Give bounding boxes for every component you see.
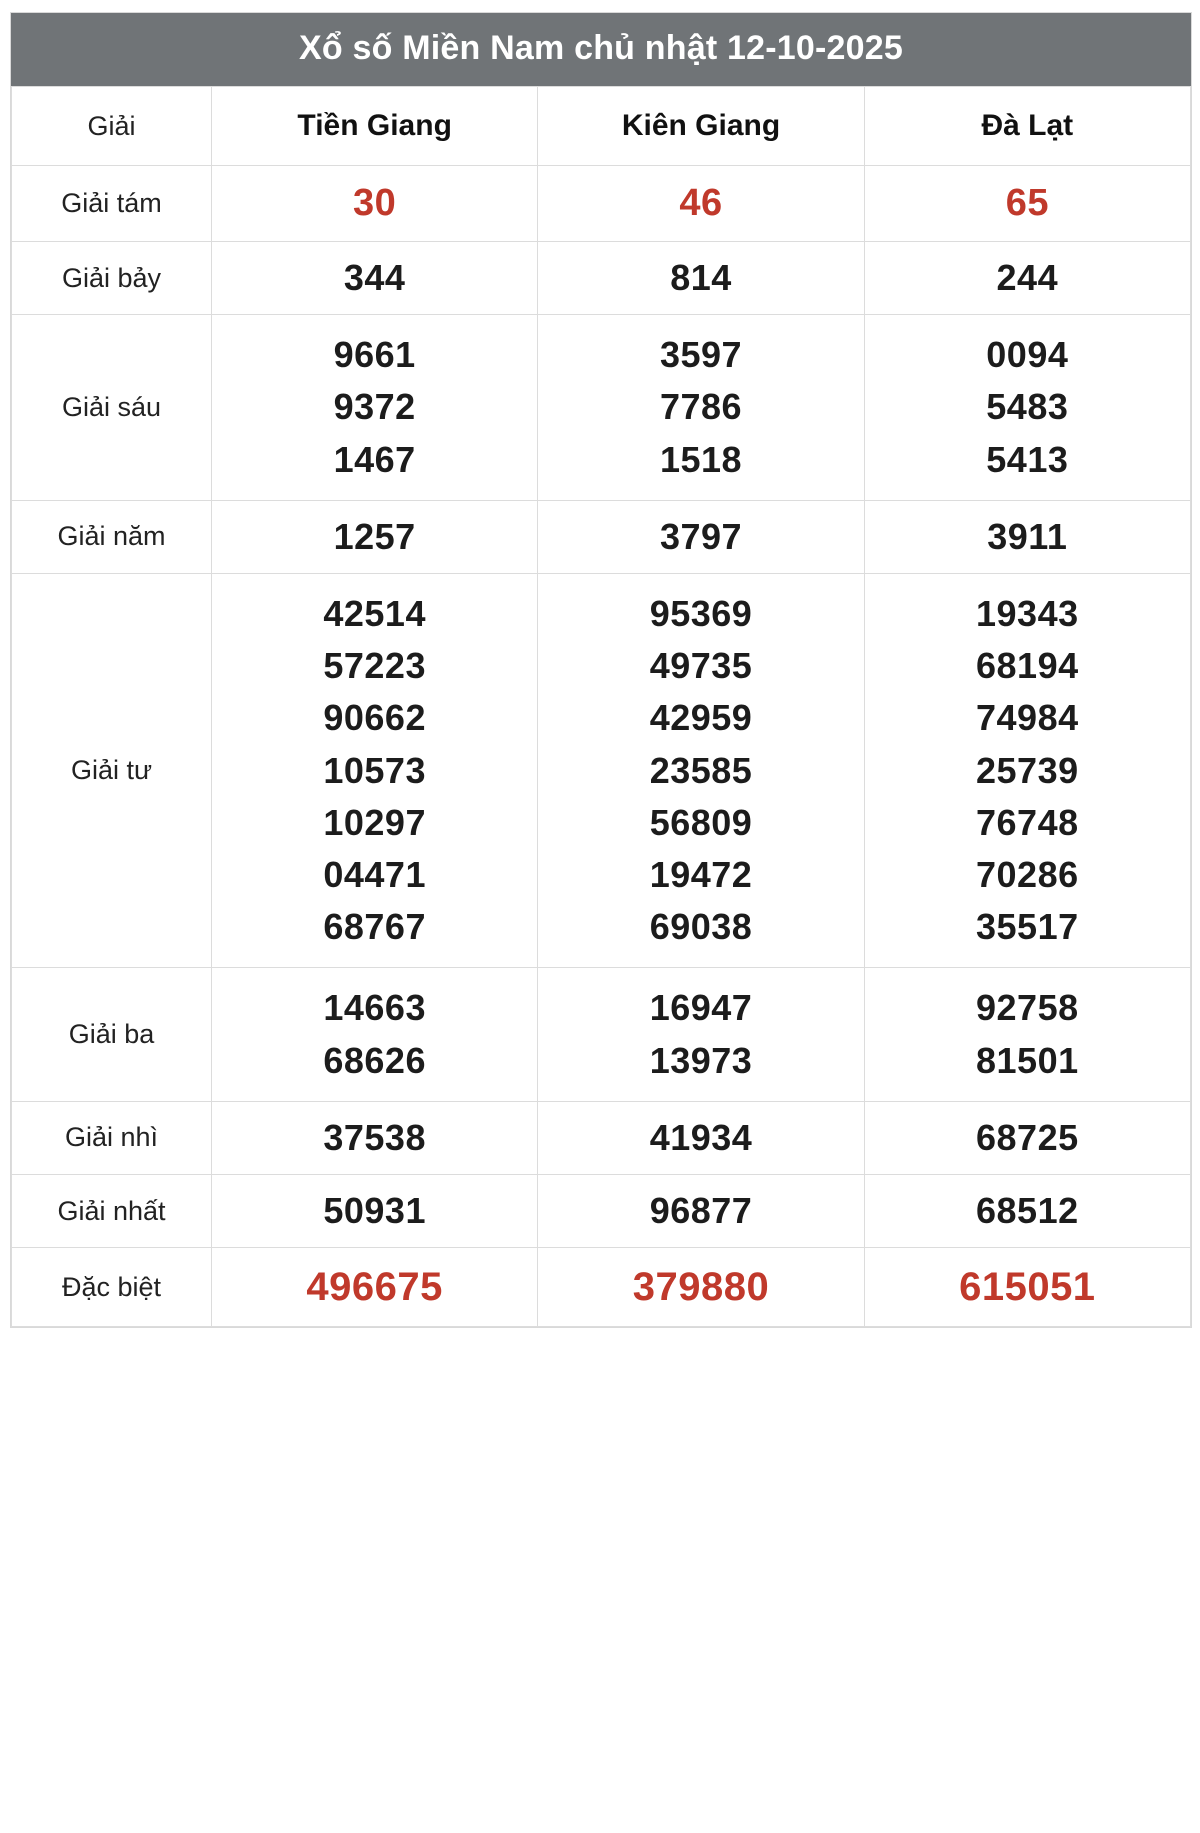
prize-number: 1518 <box>659 438 743 480</box>
prize-numbers-cell <box>212 315 538 501</box>
prize-number: 35517 <box>976 906 1079 948</box>
prize-numbers-cell <box>538 242 864 315</box>
prize-number: 50931 <box>323 1189 426 1231</box>
prize-number: 95369 <box>649 593 753 635</box>
prize-number: 65 <box>1005 182 1049 224</box>
prize-numbers-cell <box>864 1174 1190 1247</box>
prize-number: 68767 <box>323 906 426 948</box>
prize-label: Giải sáu <box>12 315 212 501</box>
prize-numbers-cell <box>212 1174 538 1247</box>
prize-number: 3797 <box>659 515 743 557</box>
table-row <box>12 242 1191 315</box>
table-row <box>12 968 1191 1101</box>
prize-number: 5413 <box>986 438 1069 480</box>
table-row <box>12 1248 1191 1327</box>
results-table-body <box>12 87 1191 1327</box>
prize-number: 37538 <box>323 1116 426 1158</box>
prize-number: 3911 <box>987 515 1068 557</box>
prize-number: 1257 <box>333 515 416 557</box>
prize-number: 0094 <box>986 334 1069 376</box>
prize-numbers-cell <box>212 242 538 315</box>
prize-numbers-cell <box>538 1101 864 1174</box>
lottery-results-card <box>10 12 1192 1328</box>
table-row <box>12 500 1191 573</box>
prize-number: 68626 <box>323 1039 426 1081</box>
prize-numbers-cell <box>538 315 864 501</box>
table-header-row <box>12 87 1191 166</box>
prize-numbers-cell <box>538 500 864 573</box>
prize-number: 13973 <box>649 1039 753 1081</box>
prize-number: 68512 <box>976 1189 1079 1231</box>
prize-numbers-cell <box>212 166 538 242</box>
prize-number: 9661 <box>333 334 416 376</box>
prize-number: 19343 <box>976 593 1079 635</box>
column-header-prize: Giải <box>12 87 212 166</box>
prize-number: 615051 <box>959 1265 1096 1310</box>
prize-label: Giải nhất <box>12 1174 212 1247</box>
table-row <box>12 1174 1191 1247</box>
prize-label: Giải tám <box>12 166 212 242</box>
table-row <box>12 315 1191 501</box>
prize-numbers-cell <box>864 166 1190 242</box>
prize-number: 1467 <box>333 438 416 480</box>
table-row <box>12 166 1191 242</box>
prize-numbers-cell <box>864 315 1190 501</box>
prize-number: 46 <box>679 182 723 224</box>
prize-number: 68725 <box>976 1116 1079 1158</box>
prize-numbers-cell <box>212 500 538 573</box>
prize-number: 25739 <box>976 749 1079 791</box>
prize-label: Giải bảy <box>12 242 212 315</box>
prize-number: 496675 <box>306 1265 443 1310</box>
prize-number: 10297 <box>323 801 426 843</box>
prize-numbers-cell <box>538 1248 864 1327</box>
prize-number: 69038 <box>649 906 753 948</box>
page-title: Xổ số Miền Nam chủ nhật 12-10-2025 <box>11 13 1191 86</box>
prize-numbers-cell <box>864 500 1190 573</box>
prize-number: 30 <box>353 182 397 224</box>
prize-number: 57223 <box>323 645 426 687</box>
prize-number: 92758 <box>976 987 1079 1029</box>
prize-number: 3597 <box>659 334 743 376</box>
prize-number: 244 <box>996 257 1059 299</box>
prize-numbers-cell <box>864 968 1190 1101</box>
prize-number: 49735 <box>649 645 753 687</box>
column-header-province: Tiền Giang <box>212 87 538 166</box>
prize-number: 68194 <box>976 645 1079 687</box>
prize-number: 7786 <box>659 386 743 428</box>
lottery-results-table <box>11 86 1191 1327</box>
prize-numbers-cell <box>538 166 864 242</box>
prize-number: 81501 <box>976 1039 1079 1081</box>
prize-number: 23585 <box>649 749 753 791</box>
prize-numbers-cell <box>212 968 538 1101</box>
prize-number: 814 <box>670 257 732 299</box>
prize-number: 96877 <box>649 1189 753 1231</box>
prize-number: 10573 <box>323 749 426 791</box>
table-row <box>12 574 1191 968</box>
prize-numbers-cell <box>212 574 538 968</box>
prize-number: 379880 <box>632 1265 770 1310</box>
prize-numbers-cell <box>864 242 1190 315</box>
prize-number: 9372 <box>333 386 416 428</box>
prize-numbers-cell <box>864 1101 1190 1174</box>
prize-numbers-cell <box>864 1248 1190 1327</box>
prize-number: 76748 <box>976 801 1079 843</box>
column-header-province: Đà Lạt <box>864 87 1190 166</box>
prize-number: 19472 <box>649 853 753 895</box>
prize-number: 5483 <box>986 386 1069 428</box>
column-header-province: Kiên Giang <box>538 87 864 166</box>
prize-label: Giải nhì <box>12 1101 212 1174</box>
prize-numbers-cell <box>864 574 1190 968</box>
prize-number: 90662 <box>323 697 426 739</box>
prize-number: 42514 <box>323 593 426 635</box>
prize-number: 56809 <box>649 801 753 843</box>
prize-number: 04471 <box>323 853 426 895</box>
prize-number: 42959 <box>649 697 753 739</box>
prize-numbers-cell <box>212 1248 538 1327</box>
prize-number: 344 <box>343 257 406 299</box>
prize-number: 70286 <box>976 853 1079 895</box>
prize-numbers-cell <box>538 574 864 968</box>
table-row <box>12 1101 1191 1174</box>
prize-label: Giải tư <box>12 574 212 968</box>
prize-label: Giải năm <box>12 500 212 573</box>
prize-numbers-cell <box>212 1101 538 1174</box>
prize-number: 41934 <box>649 1116 753 1158</box>
prize-number: 74984 <box>976 697 1079 739</box>
prize-label: Đặc biệt <box>12 1248 212 1327</box>
prize-numbers-cell <box>538 1174 864 1247</box>
prize-numbers-cell <box>538 968 864 1101</box>
prize-label: Giải ba <box>12 968 212 1101</box>
prize-number: 14663 <box>323 987 426 1029</box>
prize-number: 16947 <box>649 987 753 1029</box>
